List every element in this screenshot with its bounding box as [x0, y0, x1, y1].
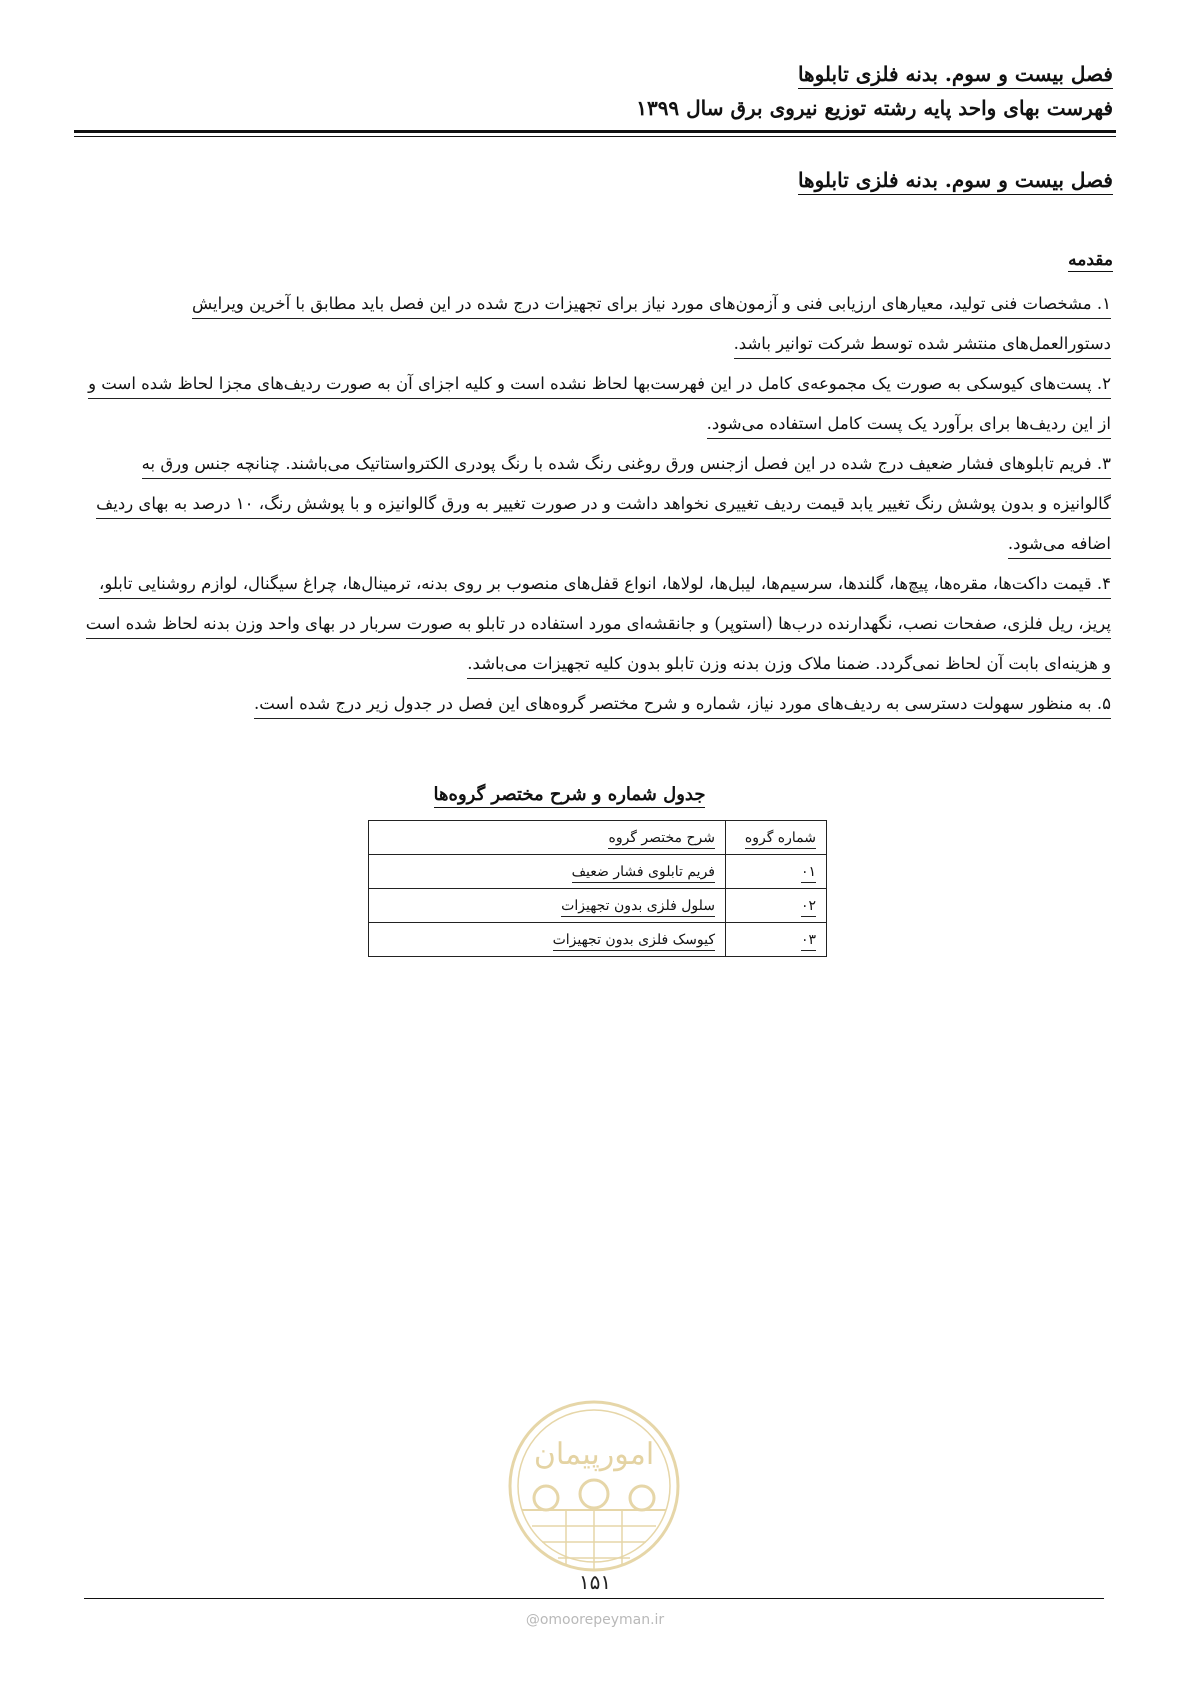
- group-description-cell: کیوسک فلزی بدون تجهیزات: [369, 923, 726, 957]
- table-row: [369, 855, 827, 889]
- intro-list: [81, 284, 1111, 724]
- intro-item-4: ۴. قیمت داکت‌ها، مقره‌ها، پیچ‌ها، گلندها، سرسیم‌ها، لیبل‌ها، لولاها، انواع قفل‌های منصوب بر روی بدنه، ترمینال‌ها، چراغ سیگنال، لوازم روشنایی تابلو، پریز، ریل فلزی، صفحات نصب، نگهدارنده درب‌ها (استوپر) و جانقشه‌ای مورد استفاده در تابلو به صورت سربار در بهای واحد وزن بدنه لحاظ شده است و هزینه‌ای بابت آن لحاظ نمی‌گردد. ضمنا ملاک وزن بدنه وزن تابلو بدون کلیه تجهیزات می‌باشد.: [81, 564, 1111, 684]
- header-rule-thick: [74, 130, 1116, 133]
- page-number: ۱۵۱: [578, 1570, 612, 1594]
- group-description-cell: سلول فلزی بدون تجهیزات: [369, 889, 726, 923]
- group-number-cell: ۰۱: [726, 855, 827, 889]
- group-description-cell: فریم تابلوی فشار ضعیف: [369, 855, 726, 889]
- group-table: [368, 820, 827, 957]
- watermark-url: @omoorepeyman.ir: [525, 1612, 665, 1628]
- intro-item-2: ۲. پست‌های کیوسکی به صورت یک مجموعه‌ی کامل در این فهرست‌بها لحاظ نشده است و کلیه اجزای آن به صورت ردیف‌های مجزا لحاظ شده است و از این ردیف‌ها برای برآورد یک پست کامل استفاده می‌شود.: [81, 364, 1111, 444]
- intro-item-3: ۳. فریم تابلوهای فشار ضعیف درج شده در این فصل ازجنس ورق روغنی رنگ شده با رنگ پودری الکترواستاتیک می‌باشند. چنانچه جنس ورق به گالوانیزه و بدون پوشش رنگ تغییر یابد قیمت ردیف تغییری نخواهد داشت و در صورت تغییر به ورق گالوانیزه و با پوشش رنگ، ۱۰ درصد به بهای ردیف اضافه می‌شود.: [81, 444, 1111, 564]
- table-row: [369, 923, 827, 957]
- table-header-row: [369, 821, 827, 855]
- header-group-description: شرح مختصر گروه: [369, 821, 726, 855]
- intro-item-1: ۱. مشخصات فنی تولید، معیارهای ارزیابی فنی و آزمون‌های مورد نیاز برای تجهیزات درج شده در این فصل باید مطابق با آخرین ویرایش دستورالعمل‌های منتشر شده توسط شرکت توانیر باشد.: [81, 284, 1111, 364]
- watermark-seal-icon: [506, 1398, 682, 1574]
- header-rule-thin: [74, 136, 1116, 137]
- svg-text:امورپیمان: امورپیمان: [533, 1437, 655, 1472]
- header-group-number: شماره گروه: [726, 821, 827, 855]
- running-header-chapter: فصل بیست و سوم. بدنه فلزی تابلوها: [798, 62, 1113, 89]
- group-number-cell: ۰۳: [726, 923, 827, 957]
- intro-heading: مقدمه: [1068, 250, 1113, 270]
- running-header-book-title: فهرست بهای واحد پایه رشته توزیع نیروی برق سال ۱۳۹۹: [636, 96, 1113, 120]
- footer-rule: [84, 1598, 1104, 1599]
- chapter-title: فصل بیست و سوم. بدنه فلزی تابلوها: [798, 168, 1113, 195]
- intro-item-5: ۵. به منظور سهولت دسترسی به ردیف‌های مورد نیاز، شماره و شرح مختصر گروه‌های این فصل در جدول زیر درج شده است.: [81, 684, 1111, 724]
- table-row: [369, 889, 827, 923]
- group-table-title: جدول شماره و شرح مختصر گروه‌ها: [340, 784, 799, 805]
- group-number-cell: ۰۲: [726, 889, 827, 923]
